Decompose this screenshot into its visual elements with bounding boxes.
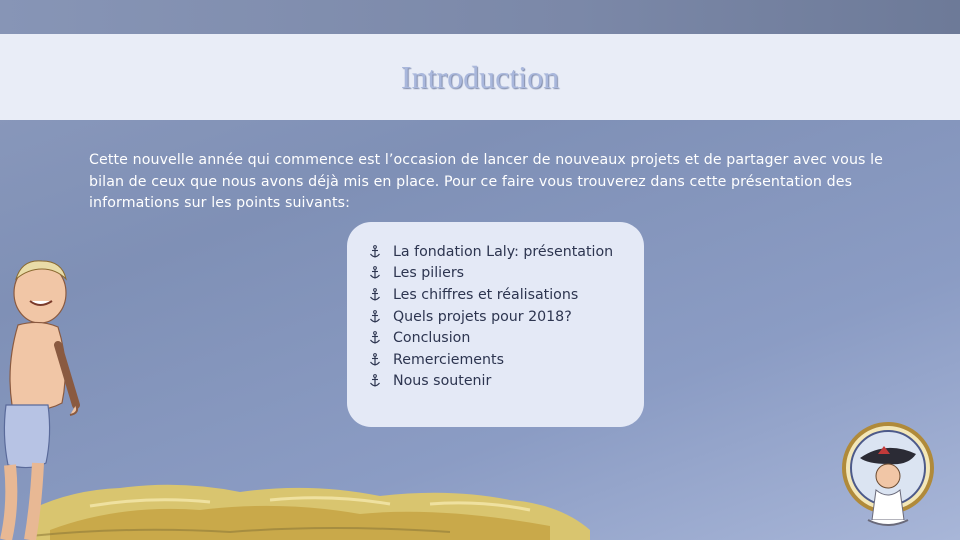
- toc-item: [369, 241, 613, 263]
- toc-item: [369, 349, 613, 371]
- toc-item-label: Conclusion: [393, 330, 471, 347]
- top-shade-band: [0, 0, 960, 34]
- toc-item-label: Nous soutenir: [393, 373, 492, 390]
- anchor-icon: [369, 374, 385, 388]
- anchor-icon: [369, 331, 385, 345]
- toc-item: [369, 284, 613, 306]
- slide-title: Introduction: [400, 58, 560, 95]
- anchor-icon: [369, 266, 385, 280]
- title-band: [0, 34, 960, 120]
- toc-item-label: Remerciements: [393, 351, 504, 368]
- toc-item: [369, 327, 613, 349]
- toc-item-label: Quels projets pour 2018?: [393, 308, 572, 325]
- toc-item-label: La fondation Laly: présentation: [393, 243, 614, 260]
- anchor-icon: [369, 310, 385, 324]
- toc-item-label: Les piliers: [393, 265, 465, 282]
- intro-paragraph: Cette nouvelle année qui commence est l’occasion de lancer de nouveaux projets et de partager avec vous le bilan de ceux que nous avons déjà mis en place. Pour ce faire vous trouverez dans cette présentation des informations sur les points suivants:: [89, 152, 884, 212]
- anchor-icon: [369, 353, 385, 367]
- table-of-contents-box: [347, 222, 644, 427]
- toc-item: [369, 306, 613, 328]
- toc-item: [369, 371, 613, 393]
- seal-medallion-illustration: [838, 420, 938, 532]
- toc-item: [369, 263, 613, 285]
- toc-item-label: Les chiffres et réalisations: [393, 286, 579, 303]
- child-illustration: [0, 255, 90, 540]
- sand-illustration: [30, 470, 590, 540]
- table-of-contents-list: [369, 241, 613, 392]
- anchor-icon: [369, 288, 385, 302]
- anchor-icon: [369, 245, 385, 259]
